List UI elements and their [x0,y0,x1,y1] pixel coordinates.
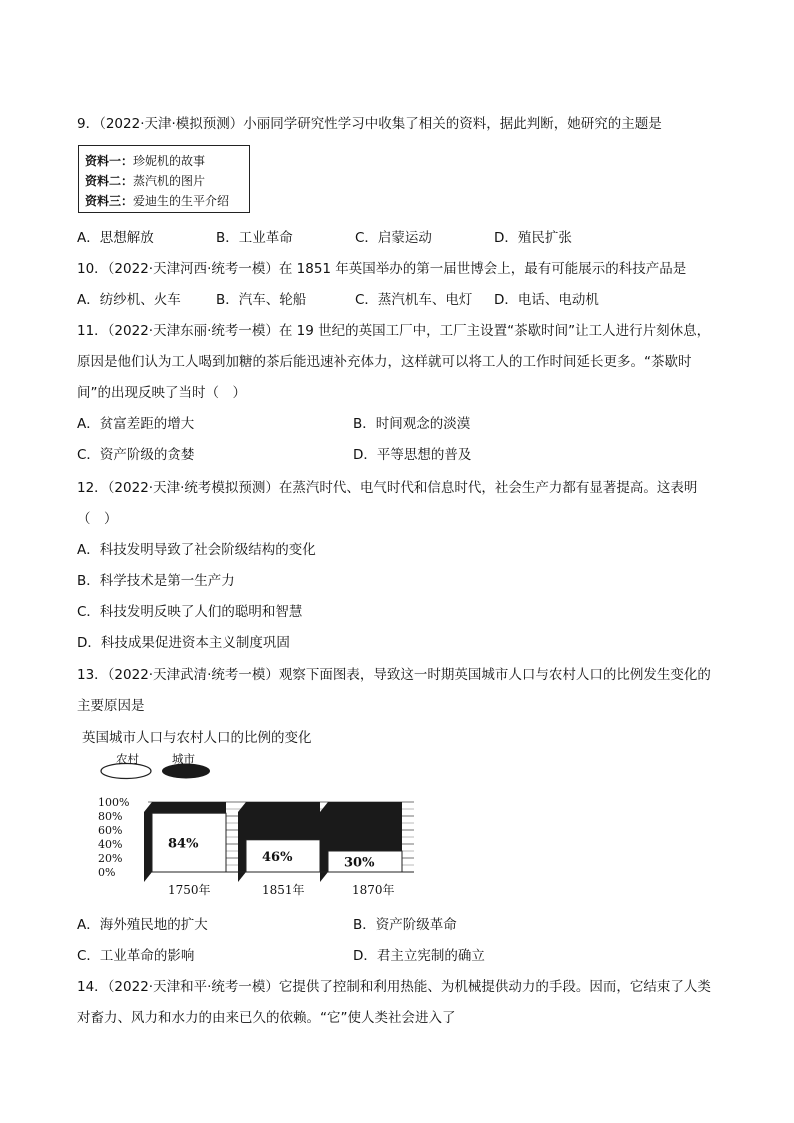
q11-stem-line-3: 间”的出现反映了当时（ ） [77,385,246,401]
q9-option-c[interactable]: C．启蒙运动 [355,230,432,246]
bar-side [144,802,152,882]
q14-stem-line-2: 对畜力、风力和水力的由来已久的依赖。“它”使人类社会进入了 [77,1010,456,1026]
q13-option-d[interactable]: D．君主立宪制的确立 [353,948,485,964]
bar-urban [246,802,320,840]
q9-material-3: 资料三：爱迪生的生平介绍 [85,194,230,208]
y-tick-label: 40% [98,838,123,851]
q13-option-c[interactable]: C．工业革命的影响 [77,948,195,964]
q11-option-b[interactable]: B．时间观念的淡漠 [353,416,471,432]
q12-option-b[interactable]: B．科学技术是第一生产力 [77,573,235,589]
q14-stem-line-1: 14．（2022·天津和平·统考一模）它提供了控制和利用热能、为机械提供动力的手段。因而，它结束了人类 [77,979,711,995]
bar-side [320,802,328,882]
q10-option-a[interactable]: A．纺纱机、火车 [77,292,181,308]
q10-option-d[interactable]: D．电话、电动机 [494,292,599,308]
y-tick-label: 100% [98,796,130,809]
q10-stem: 10．（2022·天津河西·统考一模）在 1851 年英国举办的第一届世博会上，最有可能展示的科技产品是 [77,261,687,277]
q12-stem-line-1: 12．（2022·天津·统考模拟预测）在蒸汽时代、电气时代和信息时代，社会生产力都有显著提高。这表明 [77,480,698,496]
q12-option-a[interactable]: A．科技发明导致了社会阶级结构的变化 [77,542,316,558]
q13-option-a[interactable]: A．海外殖民地的扩大 [77,917,208,933]
bar-urban [328,802,402,851]
q11-stem-line-2: 原因是他们认为工人喝到加糖的茶后能迅速补充体力，这样就可以将工人的工作时间延长更多。“茶歇时 [77,354,692,370]
bar-urban [152,802,226,813]
population-ratio-chart [76,726,416,898]
legend-urban-label: 城市 [172,752,195,766]
y-tick-label: 20% [98,852,123,865]
q9-option-b[interactable]: B．工业革命 [216,230,293,246]
q9-option-a[interactable]: A．思想解放 [77,230,154,246]
x-category-label: 1750年 [168,883,211,897]
q11-option-c[interactable]: C．资产阶级的贪婪 [77,447,195,463]
q12-option-d[interactable]: D．科技成果促进资本主义制度巩固 [77,635,290,651]
q9-material-1: 资料一：珍妮机的故事 [85,154,206,168]
y-tick-label: 60% [98,824,123,837]
q12-option-c[interactable]: C．科技发明反映了人们的聪明和智慧 [77,604,303,620]
bar-value-label: 30% [344,855,375,871]
q9-option-d[interactable]: D．殖民扩张 [494,230,572,246]
q11-option-a[interactable]: A．贫富差距的增大 [77,416,195,432]
x-category-label: 1851年 [262,883,305,897]
q11-option-d[interactable]: D．平等思想的普及 [353,447,472,463]
q9-material-2: 资料二：蒸汽机的图片 [85,174,206,188]
q10-option-b[interactable]: B．汽车、轮船 [216,292,307,308]
q13-option-b[interactable]: B．资产阶级革命 [353,917,457,933]
q13-stem-line-2: 主要原因是 [77,698,145,714]
legend-rural-label: 农村 [116,752,139,766]
q11-stem-line-1: 11．（2022·天津东丽·统考一模）在 19 世纪的英国工厂中，工厂主设置“茶歇时间”让工人进行片刻休息， [77,323,711,339]
q9-stem: 9．（2022·天津·模拟预测）小丽同学研究性学习中收集了相关的资料，据此判断，她研究的主题是 [77,116,662,132]
bar-value-label: 46% [262,849,293,865]
chart-legend [101,752,210,779]
q10-option-c[interactable]: C．蒸汽机车、电灯 [355,292,473,308]
y-tick-label: 80% [98,810,123,823]
bar-side [238,802,246,882]
x-category-label: 1870年 [352,883,395,897]
q9-materials-box [78,145,250,213]
chart-title: 英国城市人口与农村人口的比例的变化 [82,730,312,746]
q13-stem-line-1: 13．（2022·天津武清·统考一模）观察下面图表，导致这一时期英国城市人口与农村人口的比例发生变化的 [77,667,711,683]
bar-value-label: 84% [168,836,199,852]
y-tick-label: 0% [98,866,116,879]
q12-stem-line-2: （ ） [77,511,118,527]
